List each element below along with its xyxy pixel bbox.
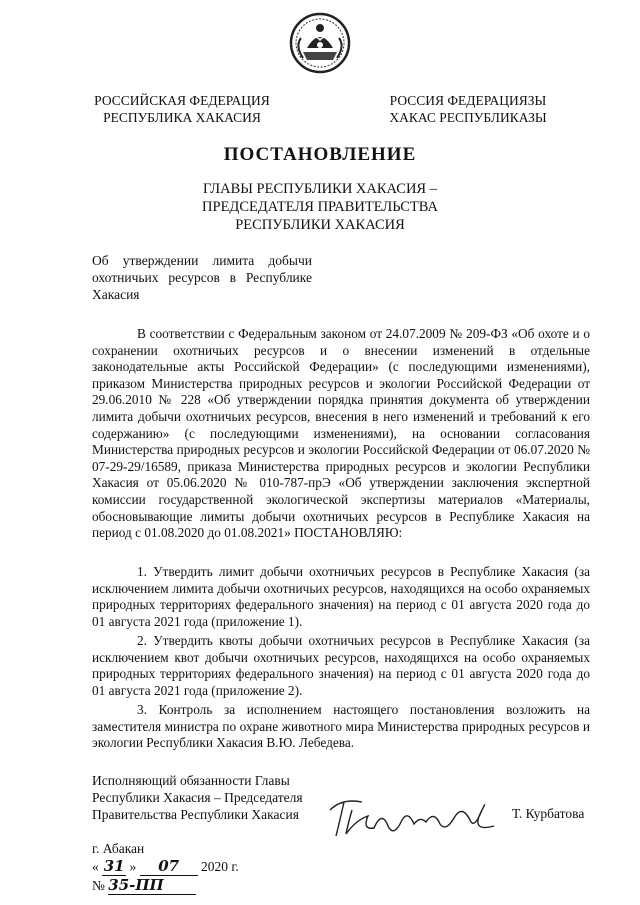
date-close-quote: » xyxy=(129,859,137,874)
document-title: ПОСТАНОВЛЕНИЕ xyxy=(223,144,417,165)
signatory-line-3: Правительства Республики Хакасия xyxy=(92,807,299,822)
document-subtitle xyxy=(150,180,490,234)
subtitle-line-2: ПРЕДСЕДАТЕЛЯ ПРАВИТЕЛЬСТВА xyxy=(202,199,438,215)
document-subject: Об утверждении лимита добычи охотничьих ресурсов в Республике Хакасия xyxy=(92,253,312,302)
signatory-line-1: Исполняющий обязанности Главы xyxy=(92,773,290,788)
preamble-paragraph: В соответствии с Федеральным законом от 24.07.2009 № 209-ФЗ «Об охоте и о сохранении охотничьих ресурсов и о внесении изменений в отдельные законодательные акты Российской Федерации» (с последующими изменениями), приказом Министерства природных ресурсов и экологии Российской Федерации от 29.06.2010 № 228 «Об утверждении порядка принятия документа об утверждении лимита добычи охотничьих ресурсов, внесения в него изменений и требований к его содержанию» (с последующими изменениями), на основании согласования Министерства природных ресурсов и экологии Российской Федерации от 06.07.2020 № 07-29-29/16589, приказа Министерства природных ресурсов и экологии Республики Хакасия от 05.06.2020 № 010-787-прЭ «Об утверждении заключения экспертной комиссии государственной экологической экспертизы материалов «Материалы, обосновывающие лимиты добычи охотничьих ресурсов в Республике Хакасия на период с 01.08.2020 до 01.08.2021» ПОСТАНОВЛЯЮ: xyxy=(92,326,590,541)
issue-city: г. Абакан xyxy=(92,841,145,856)
date-month: 07 xyxy=(140,857,198,876)
date-open-quote: « xyxy=(92,859,99,874)
header-right xyxy=(378,92,558,126)
header-left-line-2: РЕСПУБЛИКА ХАКАСИЯ xyxy=(103,110,261,125)
issue-date xyxy=(92,857,292,876)
clause-2-paragraph: 2. Утвердить квоты добычи охотничьих ресурсов в Республике Хакасия (за исключением квот добычи охотничьих ресурсов, находящихся на особо охраняемых природных территориях федерального значения) на период с 01 августа 2020 года до 01 августа 2021 года (приложение 2). xyxy=(92,633,590,698)
signatory-line-2: Республики Хакасия – Председателя xyxy=(92,790,303,805)
date-year: 2020 г. xyxy=(201,859,239,874)
header-left-line-1: РОССИЙСКАЯ ФЕДЕРАЦИЯ xyxy=(94,93,270,108)
clause-3-paragraph: 3. Контроль за исполнением настоящего постановления возложить на заместителя министра по охране животного мира Министерства природных ресурсов и экологии Республики Хакасия В.Ю. Лебедева. xyxy=(92,702,590,751)
header-right-line-1: РОССИЯ ФЕДЕРАЦИЯЗЫ xyxy=(389,93,547,108)
clause-1-paragraph: 1. Утвердить лимит добычи охотничьих ресурсов в Республике Хакасия (за исключением лимита добычи охотничьих ресурсов, находящихся на особо охраняемых природных территориях федерального значения) на период с 01 августа 2020 года до 01 августа 2021 года (приложение 1). xyxy=(92,564,590,629)
header-right-line-2: ХАКАС РЕСПУБЛИКАЗЫ xyxy=(389,110,547,125)
number-value: 35-ПП xyxy=(108,876,196,895)
date-day: 31 xyxy=(103,857,125,875)
header-left xyxy=(82,92,282,126)
signatory-position xyxy=(92,772,322,823)
signer-name: Т. Курбатова xyxy=(512,806,585,821)
subtitle-line-1: ГЛАВЫ РЕСПУБЛИКИ ХАКАСИЯ – xyxy=(203,181,437,197)
number-prefix: № xyxy=(92,878,105,893)
coat-of-arms-emblem xyxy=(289,12,351,74)
subtitle-line-3: РЕСПУБЛИКИ ХАКАСИЯ xyxy=(235,217,405,233)
document-number xyxy=(92,876,292,895)
handwritten-signature xyxy=(322,780,502,850)
